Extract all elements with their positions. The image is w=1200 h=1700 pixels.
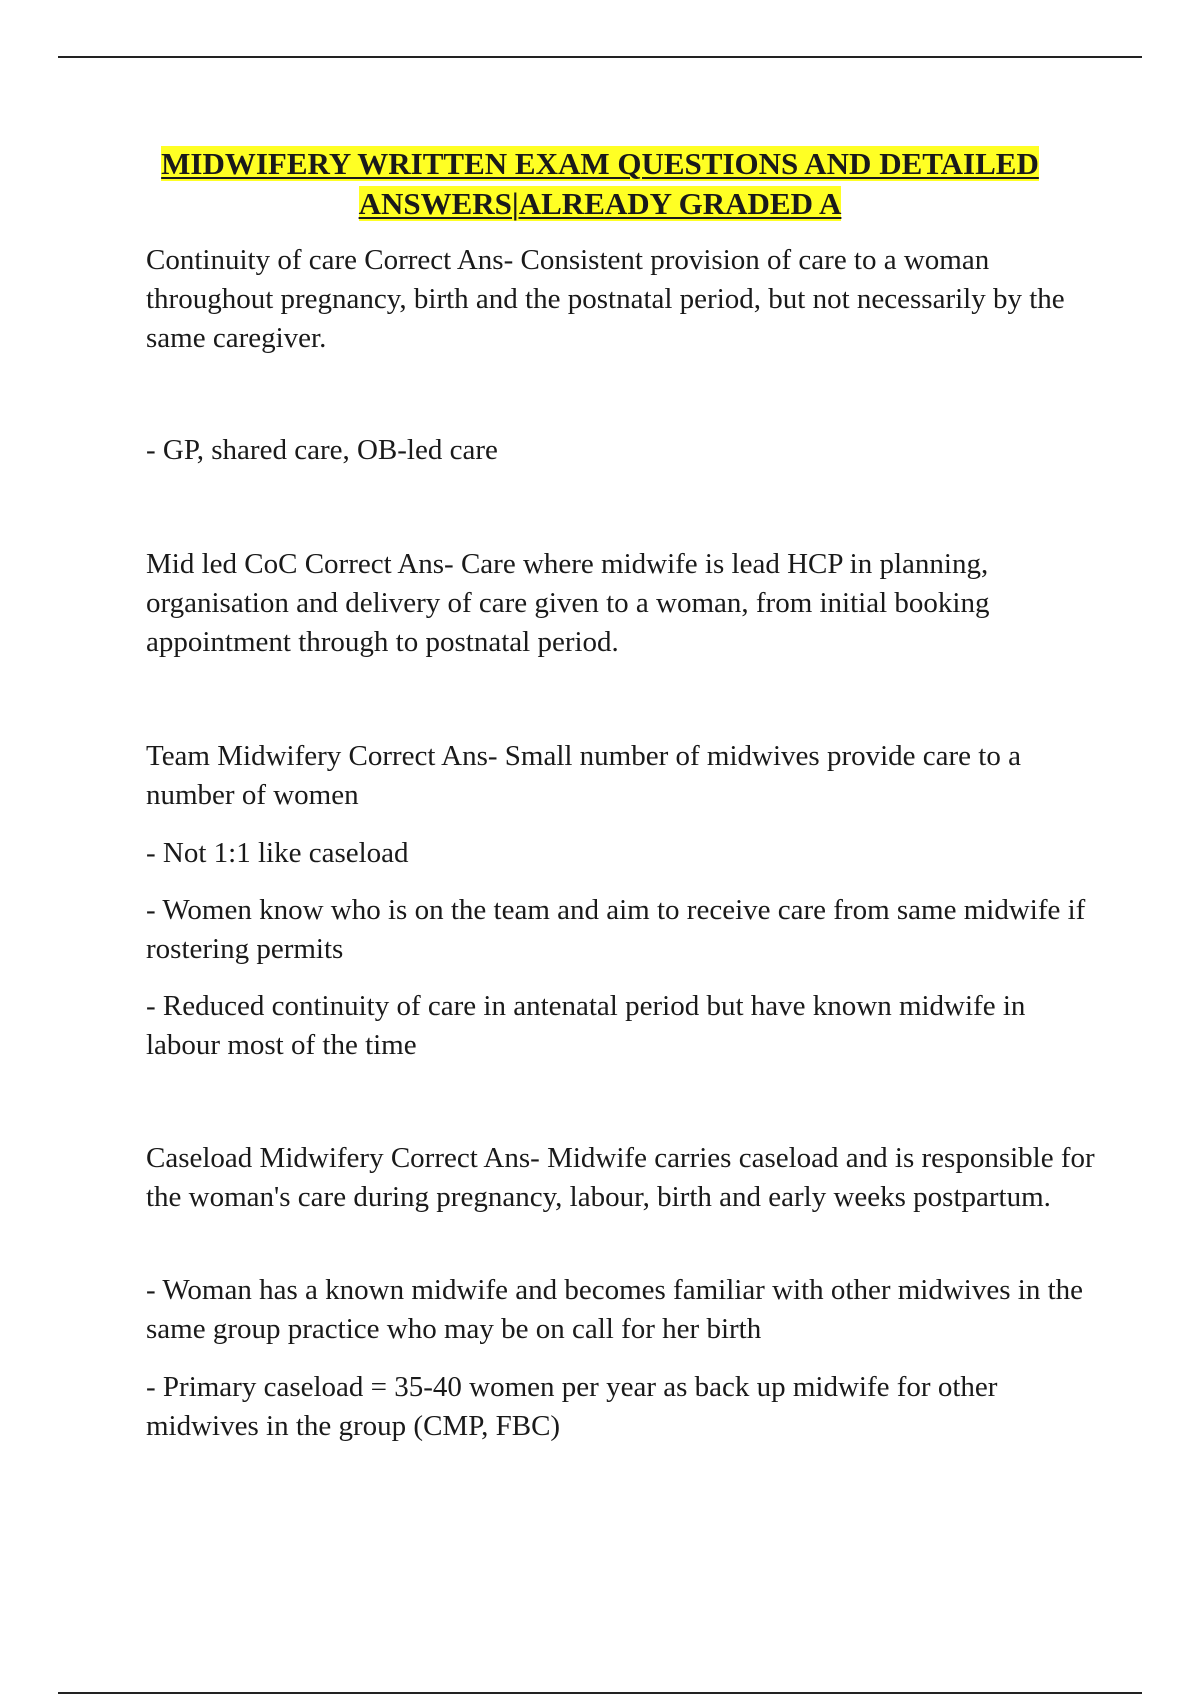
entry-team-bullet-1: - Not 1:1 like caseload — [146, 837, 409, 869]
entry-team-midwifery: Team Midwifery Correct Ans- Small number of midwives provide care to a number of women — [146, 740, 1021, 811]
bottom-rule — [58, 1692, 1142, 1694]
entry-mid-led-coc: Mid led CoC Correct Ans- Care where midwife is lead HCP in planning, organisation and delivery of care given to a woman, from initial booking appointment through to postnatal period. — [146, 548, 990, 658]
entry-continuity-of-care: Continuity of care Correct Ans- Consistent provision of care to a woman throughout pregnancy, birth and the postnatal period, but not necessarily by the same caregiver. — [146, 244, 1065, 354]
document-title — [100, 144, 1100, 224]
entry-team-bullet-2: - Women know who is on the team and aim to receive care from same midwife if rostering permits — [146, 894, 1086, 965]
title-line-1: MIDWIFERY WRITTEN EXAM QUESTIONS AND DETAILED — [161, 146, 1039, 181]
title-line-2: ANSWERS|ALREADY GRADED A — [358, 186, 842, 221]
entry-team-bullet-3: - Reduced continuity of care in antenatal period but have known midwife in labour most of the time — [146, 990, 1026, 1061]
entry-caseload-bullet-1: - Woman has a known midwife and becomes familiar with other midwives in the same group practice who may be on call for her birth — [146, 1274, 1083, 1345]
entry-caseload-midwifery: Caseload Midwifery Correct Ans- Midwife carries caseload and is responsible for the woman's care during pregnancy, labour, birth and early weeks postpartum. — [146, 1142, 1095, 1213]
entry-continuity-bullet-1: - GP, shared care, OB-led care — [146, 434, 498, 466]
entry-caseload-bullet-2: - Primary caseload = 35-40 women per year as back up midwife for other midwives in the group (CMP, FBC) — [146, 1371, 998, 1442]
top-rule — [58, 56, 1142, 58]
